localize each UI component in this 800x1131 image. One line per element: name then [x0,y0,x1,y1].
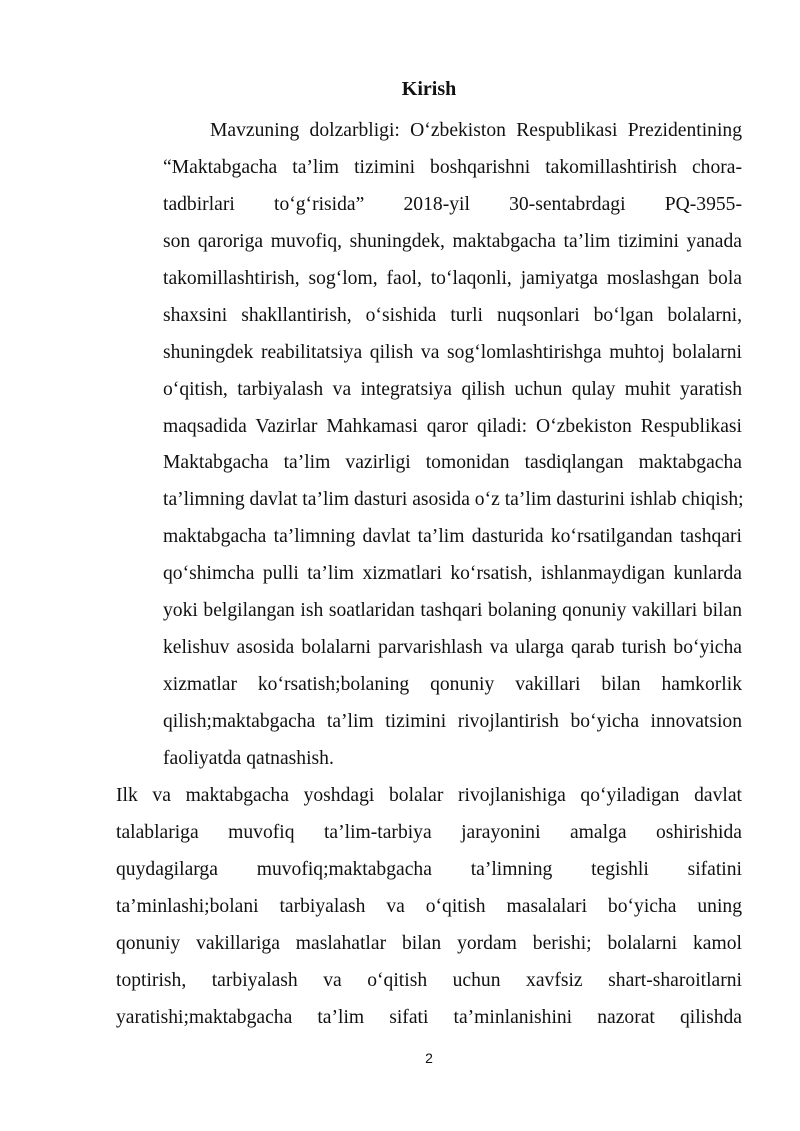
text-line: kelishuv asosida bolalarni parvarishlash va ularga qarab turish bo‘yicha [163,637,742,659]
text-line: ta’limning davlat ta’lim dasturi asosida o‘z ta’lim dasturini ishlab chiqish; [163,489,744,511]
text-line: “Maktabgacha ta’lim tizimini boshqarishni takomillashtirish chora- [163,156,742,178]
text-line: Ilk va maktabgacha yoshdagi bolalar rivojlanishiga qo‘yiladigan davlat [116,784,742,806]
text-line: takomillashtirish, sog‘lom, faol, to‘laqonli, jamiyatga moslashgan bola [163,267,742,289]
paragraph-1 [116,113,742,778]
text-line: Mavzuning dolzarbligi: O‘zbekiston Respublikasi Prezidentining [210,120,742,141]
text-line: toptirish, tarbiyalash va o‘qitish uchun xavfsiz shart-sharoitlarni [116,969,742,991]
text-line: ta’minlashi;bolani tarbiyalash va o‘qitish masalalari bo‘yicha uning [116,895,742,917]
text-line: maktabgacha ta’limning davlat ta’lim dasturida ko‘rsatilgandan tashqari [163,526,742,548]
paragraph-2 [116,778,742,1037]
text-line: tadbirlari to‘g‘risida” 2018-yil 30-sentabrdagi PQ-3955- [163,193,742,215]
text-line: qonuniy vakillariga maslahatlar bilan yordam berishi; bolalarni kamol [116,932,742,954]
text-line: shaxsini shakllantirish, o‘sishida turli nuqsonlari bo‘lgan bolalarni, [163,304,742,326]
text-line: maqsadida Vazirlar Mahkamasi qaror qiladi: O‘zbekiston Respublikasi [163,415,742,437]
text-line: shuningdek reabilitatsiya qilish va sog‘lomlashtirishga muhtoj bolalarni [163,341,742,363]
page-number: 2 [425,1050,433,1066]
text-line: o‘qitish, tarbiyalash va integratsiya qilish uchun qulay muhit yaratish [163,378,742,400]
text-line: faoliyatda qatnashish. [163,747,334,769]
text-line: qilish;maktabgacha ta’lim tizimini rivojlantirish bo‘yicha innovatsion [163,711,742,732]
text-line: son qaroriga muvofiq, shuningdek, maktabgacha ta’lim tizimini yanada [163,230,742,252]
text-line: qo‘shimcha pulli ta’lim xizmatlari ko‘rsatish, ishlanmaydigan kunlarda [163,563,742,585]
text-line: yaratishi;maktabgacha ta’lim sifati ta’minlanishini nazorat qilishda [116,1006,742,1028]
text-line: quydagilarga muvofiq;maktabgacha ta’limning tegishli sifatini [116,858,742,880]
text-line: Maktabgacha ta’lim vazirligi tomonidan tasdiqlangan maktabgacha [163,452,742,474]
text-line: yoki belgilangan ish soatlaridan tashqari bolaning qonuniy vakillari bilan [163,600,742,622]
body-text [116,113,742,1036]
text-line: xizmatlar ko‘rsatish;bolaning qonuniy vakillari bilan hamkorlik [163,674,742,696]
section-title: Kirish [401,78,457,100]
text-line: talablariga muvofiq ta’lim-tarbiya jarayonini amalga oshirishida [116,821,742,843]
